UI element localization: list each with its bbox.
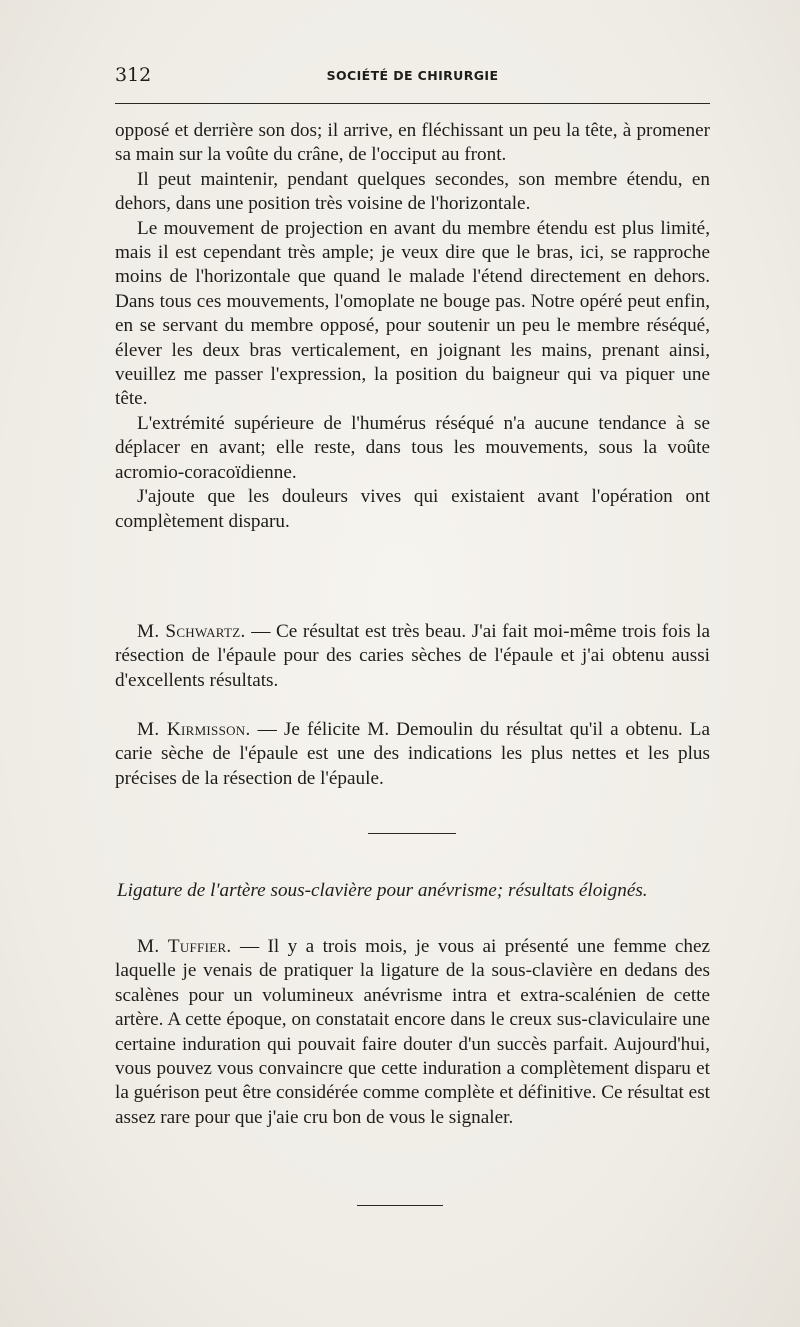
page-number: 312: [115, 64, 152, 86]
paragraph: [115, 718, 710, 791]
speaker-name: M. Kirmisson.: [137, 719, 251, 740]
schwartz-remark: [115, 620, 710, 693]
paragraph: [115, 620, 710, 693]
paragraph: Le mouvement de projection en avant du membre étendu est plus limité, mais il est cependant très ample; je veux dire que le bras, ici, se rapproche moins de l'horizontale que quand le malade l'étend directement en dehors. Dans tous ces mouvements, l'omoplate ne bouge pas. Notre opéré peut enfin, en se servant du membre opposé, pour soutenir un peu le membre réséqué, élever les deux bras verticalement, en joignant les mains, prenant ainsi, veuillez me passer l'expression, la position du baigneur qui va piquer une tête.: [115, 217, 710, 410]
paragraph: [115, 935, 710, 1130]
kirmisson-remark: [115, 718, 710, 791]
page-header: [115, 64, 710, 92]
remark-text: — Il y a trois mois, je vous ai présenté une femme chez laquelle je venais de pratiquer la ligature de la sous-clavière en dedans des scalènes pour un volumineux anévrisme intra et extra-scalénien de cette artère. A cette époque, on constatait encore dans le creux sus-claviculaire une certaine induration qui pouvait faire douter d'un succès parfait. Aujourd'hui, vous pouvez vous convaincre que cette induration a complètement disparu et la guérison peut être considérée comme complète et définitive. Ce résultat est assez rare pour que j'aie cru bon de vous le signaler.: [115, 936, 711, 1128]
section-separator: [368, 833, 456, 834]
header-rule: [115, 103, 710, 104]
continued-discussion: [115, 119, 710, 534]
paragraph: opposé et derrière son dos; il arrive, en fléchissant un peu la tête, à promener sa main sur la voûte du crâne, de l'occiput au front.: [115, 120, 710, 166]
section-title: Ligature de l'artère sous-clavière pour anévrisme; résultats éloignés.: [117, 880, 648, 901]
paragraph: Il peut maintenir, pendant quelques secondes, son membre étendu, en dehors, dans une position très voisine de l'horizontale.: [115, 168, 710, 215]
section-separator: [357, 1205, 443, 1206]
paragraph: J'ajoute que les douleurs vives qui existaient avant l'opération ont complètement disparu.: [115, 486, 710, 532]
remark-text: — Ce résultat est très beau. J'ai fait moi-même trois fois la résection de l'épaule pour des caries sèches de l'épaule et j'ai obtenu aussi d'excellents résultats.: [115, 621, 710, 691]
paragraph: L'extrémité supérieure de l'humérus réséqué n'a aucune tendance à se déplacer en avant; elle reste, dans tous les mouvements, sous la voûte acromio-coracoïdienne.: [115, 412, 710, 483]
tuffier-remark: [115, 935, 710, 1130]
running-title: SOCIÉTÉ DE CHIRURGIE: [326, 68, 499, 83]
remark-text: — Je félicite M. Demoulin du résultat qu'il a obtenu. La carie sèche de l'épaule est une des indications les plus nettes et les plus précises de la résection de l'épaule.: [115, 719, 710, 789]
speaker-name: M. Schwartz.: [137, 621, 246, 642]
speaker-name: M. Tuffier.: [137, 936, 232, 957]
